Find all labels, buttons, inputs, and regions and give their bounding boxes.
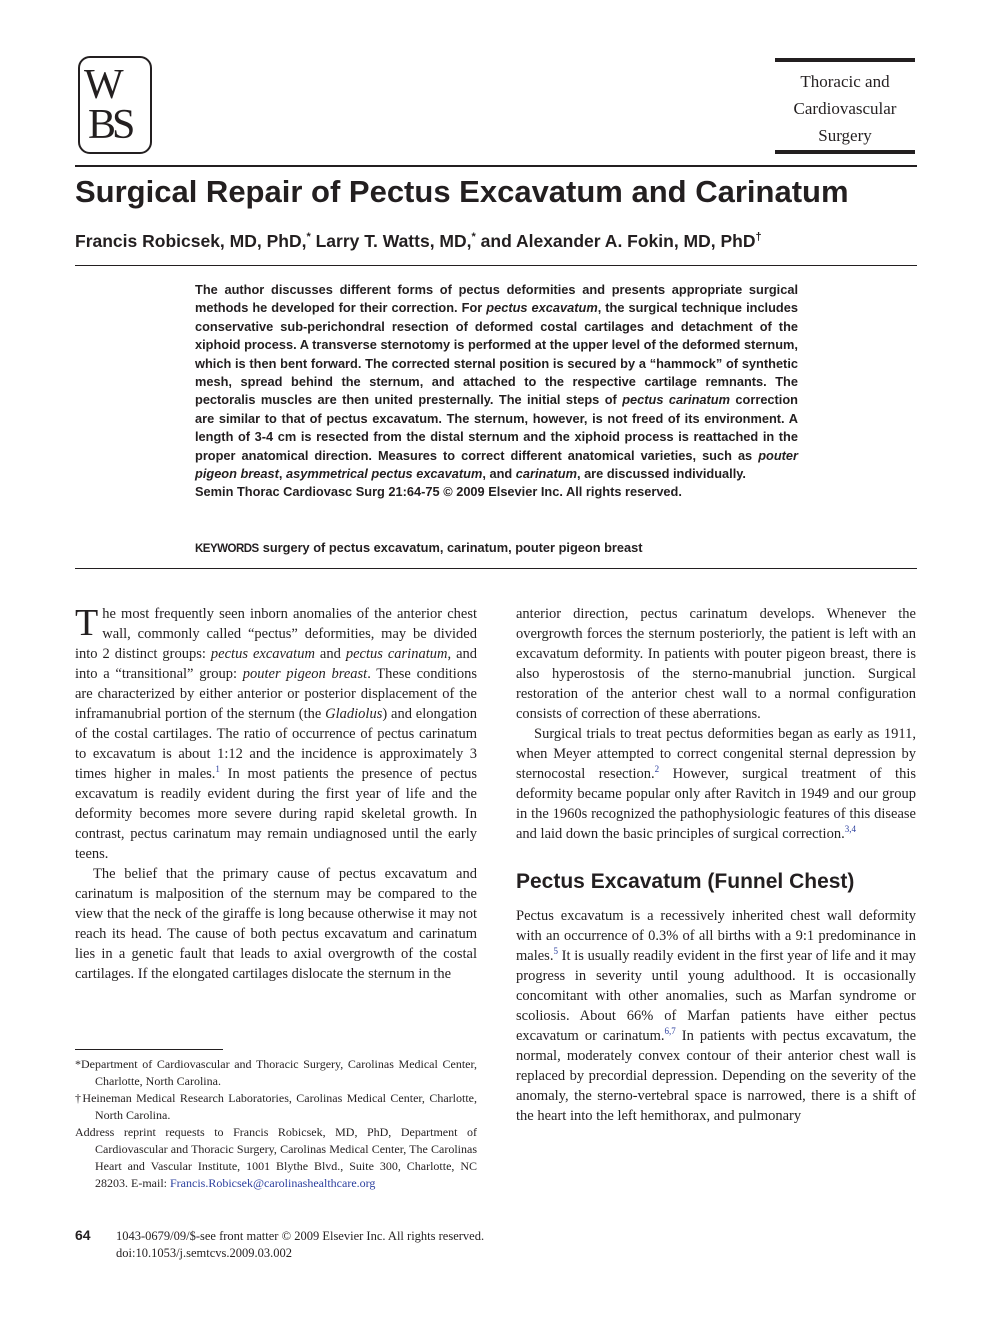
body-paragraph <box>516 906 916 1126</box>
journal-logo <box>78 56 152 154</box>
body-column-right <box>516 604 916 1126</box>
body-text: . These conditions are characterized by either anterior or posterior displacement of the inframanubrial portion of the sternum (the <box>75 666 477 722</box>
body-emphasis: pouter pigeon breast <box>242 666 368 682</box>
abstract-emphasis: carinatum <box>515 466 577 482</box>
footnote-affiliation-1: *Department of Cardiovascular and Thoracic Surgery, Carolinas Medical Center, Charlotte, North Carolina. <box>75 1057 477 1088</box>
reference-link[interactable]: 3,4 <box>844 824 856 835</box>
journal-name-line2: Cardiovascular <box>793 99 897 118</box>
body-paragraph: anterior direction, pectus carinatum develops. Whenever the overgrowth forces the sternum posteriorly, the patient is left with an excavatum deformity. In patients with pouter pigeon breast, there is also hyperostosis of the sterno-manubrial junction. Surgical restoration of the anterior chest wall to a normal configuration consists of correction of these aberrations. <box>516 606 916 722</box>
footnote-correspondence <box>75 1124 477 1192</box>
header-rule <box>75 165 917 167</box>
reference-link[interactable]: 6,7 <box>664 1026 676 1037</box>
email-link[interactable]: Francis.Robicsek@carolinashealthcare.org <box>170 1176 376 1190</box>
journal-name-box <box>775 58 915 154</box>
reference-link[interactable]: 1 <box>215 764 220 775</box>
copyright-line: 1043-0679/09/$-see front matter © 2009 Elsevier Inc. All rights reserved. <box>116 1229 485 1243</box>
body-text: It is usually readily evident in the first year of life and it may progress in severity until young adulthood. It is occasionally concomitant with other anomalies, such as Marfan syndrome or scoliosis. About 66% of Marfan patients have either pectus excavatum or carinatum. <box>516 948 916 1044</box>
journal-name-line3: Surgery <box>818 126 872 145</box>
body-text: Pectus excavatum is a recessively inherited chest wall deformity with an occurrence of 0.3% of all births with a 9:1 predominance in males. <box>516 908 916 964</box>
abstract-emphasis: asymmetrical pectus excavatum <box>286 466 483 482</box>
journal-name <box>775 68 915 149</box>
keywords-label: KEYWORDS <box>195 543 259 555</box>
authors-rule <box>75 265 917 266</box>
section-heading: Pectus Excavatum (Funnel Chest) <box>516 870 855 893</box>
abstract-segment: correction are similar to that of pectus excavatum. The sternum, however, is not freed of its environment. A length of 3-4 cm is resected from the distal sternum and the xiphoid process is reattached in the proper anatomical direction. Measures to correct different anatomical varieties, such as <box>195 392 799 463</box>
doi-line[interactable]: doi:10.1053/j.semtcvs.2009.03.002 <box>116 1246 293 1260</box>
body-text: he most frequently seen inborn anomalies of the anterior chest wall, commonly called “pectus” deformities, may be divided into 2 distinct groups: <box>75 606 477 662</box>
footnotes <box>75 1056 477 1192</box>
body-emphasis: pectus carinatum <box>345 646 448 662</box>
author-3-affiliation-mark: † <box>755 231 762 243</box>
citation-line: Semin Thorac Cardiovasc Surg 21:64-75 © 2009 Elsevier Inc. All rights reserved. <box>195 484 682 500</box>
author-1-affiliation-mark: * <box>306 231 311 243</box>
journal-rule-top <box>775 58 915 62</box>
abstract-text <box>195 282 798 481</box>
correspondence-text: Address reprint requests to Francis Robicsek, MD, PhD, Department of Cardiovascular and Thoracic Surgery, Carolinas Medical Center, The Carolinas Heart and Vascular Institute, 1001 Blythe Blvd., Suite 300, Charlotte, NC 28203. E-mail: <box>75 1125 477 1190</box>
abstract-segment: , are discussed individually. <box>576 466 746 482</box>
abstract-emphasis: pectus carinatum <box>622 392 731 408</box>
page-number: 64 <box>75 1227 91 1243</box>
drop-cap: T <box>75 602 99 644</box>
journal-rule-bottom <box>775 150 915 154</box>
body-paragraph: The belief that the primary cause of pectus excavatum and carinatum is malposition of the sternum may be compared to the view that the neck of the giraffe is long because otherwise it may not reach its head. The cause of both pectus excavatum and carinatum lies in a genetic fault that leads to axial overgrowth of the costal cartilages. If the elongated cartilages dislocate the sternum in the <box>75 866 477 982</box>
body-text: Surgical trials to treat pectus deformities began as early as 1911, when Meyer attempted to correct congenital sternal depression by sternocostal resection. <box>516 726 916 782</box>
body-text: In patients with pectus excavatum, the normal, moderately convex contour of their anterior chest wall is replaced by precordial depression. Depending on the severity of the anomaly, the sterno-vertebral space is narrowed, there is a shift of the heart into the left hemithorax, and pulmonary <box>516 1028 916 1124</box>
abstract-segment: The author discusses different forms of pectus deformities and presents appropriate surgical methods he developed for their correction. For <box>195 282 798 316</box>
body-paragraph <box>75 604 477 864</box>
body-paragraph <box>516 724 916 844</box>
author-3: and Alexander A. Fokin, MD, PhD <box>475 230 756 251</box>
abstract-segment: , <box>278 466 287 482</box>
body-text: and <box>314 646 346 662</box>
author-2-affiliation-mark: * <box>471 231 476 243</box>
keywords <box>195 539 798 558</box>
body-text: ) and elongation of the costal cartilages. The ratio of occurrence of pectus carinatum to excavatum is about 1:12 and the incidence is approximately 3 times higher in males. <box>75 706 477 782</box>
logo-letters-top: W <box>84 62 122 108</box>
abstract-emphasis: pouter pigeon breast <box>195 447 798 482</box>
body-text: , and into a “transitional” group: <box>75 646 478 682</box>
author-2: Larry T. Watts, MD, <box>310 230 472 251</box>
body-text: However, surgical treatment of this deformity became popular only after Ravitch in 1949 and our group in the 1960s recognized the pathophysiologic features of this disease and laid down the basic principles of surgical correction. <box>516 766 917 842</box>
reference-link[interactable]: 2 <box>654 764 660 775</box>
abstract <box>195 281 798 502</box>
keywords-rule <box>75 568 917 569</box>
abstract-segment: , the surgical technique includes conservative sub-perichondral resection of deformed costal cartilages and detachment of the xiphoid process. A transverse sternotomy is performed at the upper level of the deformed sternum, which is then bent forward. The corrected sternal position is secured by a “hammock” of synthetic mesh, spread behind the sternum, and attached to the respective cartilage remnants. The pectoralis muscles are then united presternally. The initial steps of <box>195 300 798 408</box>
body-text: In most patients the presence of pectus excavatum is readily evident during the first year of life and the deformity becomes more severe during rapid skeletal growth. In contrast, pectus carinatum may remain undiagnosed until the early teens. <box>75 766 477 862</box>
abstract-emphasis: pectus excavatum <box>486 300 598 316</box>
body-emphasis: Gladiolus <box>325 706 383 722</box>
keywords-text: surgery of pectus excavatum, carinatum, pouter pigeon breast <box>262 540 643 555</box>
footnote-rule <box>75 1049 223 1050</box>
journal-name-line1: Thoracic and <box>800 72 890 91</box>
footer <box>116 1228 484 1262</box>
logo-letters-bottom: BS <box>88 102 132 148</box>
body-column-left <box>75 604 477 984</box>
author-1: Francis Robicsek, MD, PhD, <box>75 230 307 251</box>
author-list <box>75 223 935 255</box>
abstract-segment: , and <box>482 466 516 482</box>
reference-link[interactable]: 5 <box>553 946 558 957</box>
body-emphasis: pectus excavatum <box>210 646 315 662</box>
article-title: Surgical Repair of Pectus Excavatum and Carinatum <box>75 174 849 209</box>
footnote-affiliation-2: †Heineman Medical Research Laboratories, Carolinas Medical Center, Charlotte, North Carolina. <box>75 1091 477 1122</box>
